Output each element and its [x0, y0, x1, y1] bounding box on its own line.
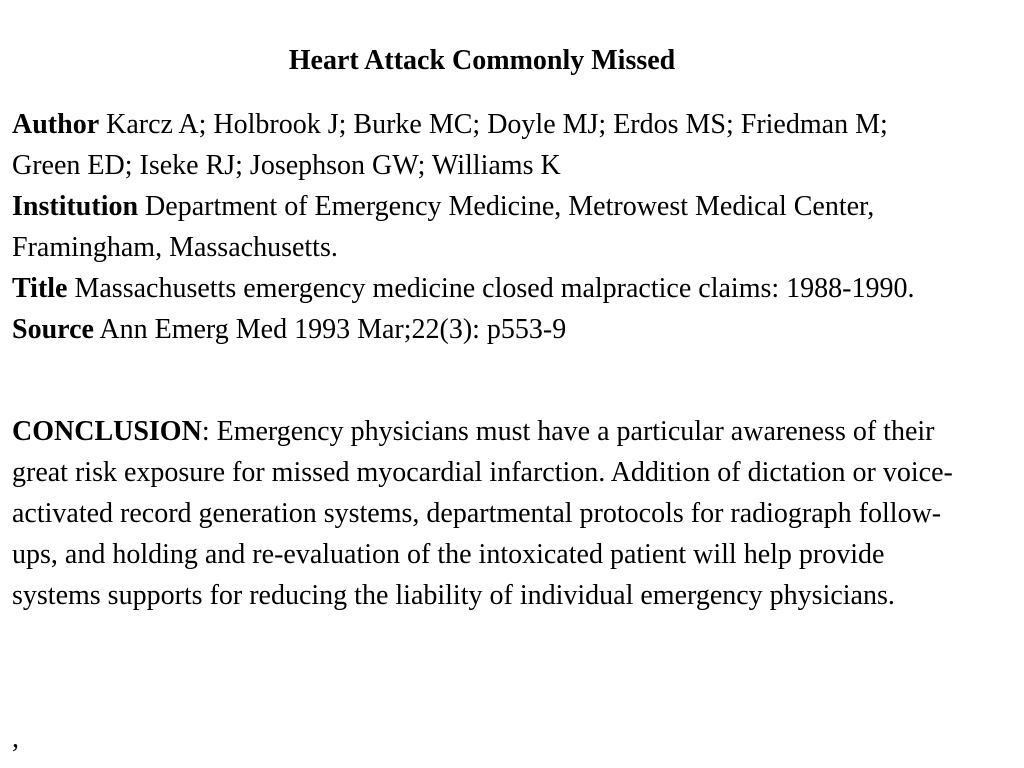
citation-block [12, 104, 962, 350]
source-value: Ann Emerg Med 1993 Mar;22(3): p553-9 [99, 314, 567, 345]
source-row [12, 309, 962, 350]
conclusion-separator: : [201, 416, 210, 447]
conclusion-label: CONCLUSION [12, 416, 202, 447]
author-value: Karcz A; Holbrook J; Burke MC; Doyle MJ; Erdos MS; Friedman M; Green ED; Iseke RJ; Josephson GW; Williams K [12, 109, 888, 181]
trailing-mark: , [12, 723, 19, 754]
author-label: Author [12, 109, 100, 140]
conclusion-paragraph [12, 411, 962, 616]
article-title-label: Title [12, 273, 68, 304]
conclusion-text: Emergency physicians must have a particular awareness of their great risk exposure for missed myocardial infarction. Addition of dictation or voice-activated record generation systems, departmental protocols for radiograph follow-ups, and holding and re-evaluation of the intoxicated patient will help provide systems supports for reducing the liability of individual emergency physicians. [12, 416, 953, 611]
source-label: Source [12, 314, 94, 345]
page-title: Heart Attack Commonly Missed [288, 45, 676, 76]
institution-label: Institution [12, 191, 139, 222]
author-row [12, 104, 962, 186]
article-title-value: Massachusetts emergency medicine closed malpractice claims: 1988-1990. [74, 273, 915, 304]
institution-row [12, 186, 962, 268]
institution-value: Department of Emergency Medicine, Metrowest Medical Center, Framingham, Massachusetts. [12, 191, 875, 263]
title-row [12, 268, 962, 309]
